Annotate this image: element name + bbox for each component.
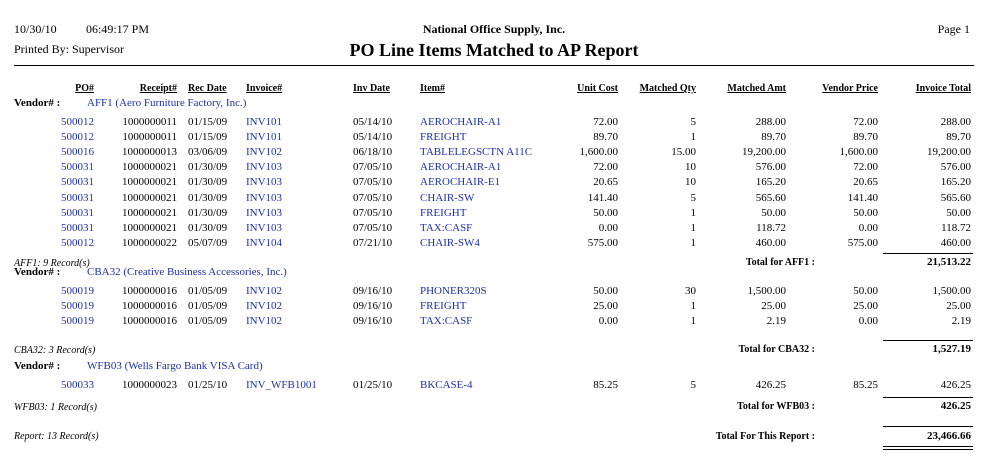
cell-receipt-number: 1000000011 bbox=[122, 131, 177, 144]
cell-item-number[interactable]: AEROCHAIR-A1 bbox=[420, 116, 502, 128]
cell-matched-qty: 1 bbox=[690, 131, 696, 144]
cell-invoice-number[interactable]: INV103 bbox=[246, 191, 283, 204]
cell-matched-amt: 165.20 bbox=[755, 176, 786, 189]
cell-matched-qty: 5 bbox=[690, 379, 696, 391]
cell-vendor-price: 72.00 bbox=[853, 161, 878, 174]
group-total-value: 1,527.19 bbox=[932, 343, 971, 355]
cell-invoice-number[interactable]: INV102 bbox=[246, 315, 283, 328]
cell-invoice-total: 25.00 bbox=[946, 300, 971, 313]
cell-matched-qty: 5 bbox=[690, 191, 696, 204]
cell-rec-date: 01/30/09 bbox=[188, 176, 228, 189]
cell-inv-date: 06/18/10 bbox=[353, 146, 393, 159]
cell-rec-date: 01/15/09 bbox=[188, 116, 228, 128]
cell-unit-cost: 89.70 bbox=[593, 131, 618, 144]
group-record-count: WFB03: 1 Record(s) bbox=[14, 402, 97, 413]
cell-matched-amt: 89.70 bbox=[761, 131, 786, 144]
cell-unit-cost: 50.00 bbox=[593, 206, 618, 219]
cell-rec-date: 05/07/09 bbox=[188, 236, 228, 249]
col-header-matched-amt: Matched Amt bbox=[727, 83, 786, 94]
cell-item-number[interactable]: TAX:CASF bbox=[420, 221, 473, 234]
company-name: National Office Supply, Inc. bbox=[422, 22, 566, 36]
vendor-name[interactable]: AFF1 (Aero Furniture Factory, Inc.) bbox=[87, 97, 247, 109]
cell-invoice-number[interactable]: INV102 bbox=[246, 300, 283, 313]
group-record-count: AFF1: 9 Record(s) bbox=[14, 258, 90, 269]
cell-item-number[interactable]: BKCASE-4 bbox=[420, 379, 473, 391]
cell-item-number[interactable]: TAX:CASF bbox=[420, 315, 473, 328]
cell-rec-date: 01/30/09 bbox=[188, 191, 228, 204]
cell-item-number[interactable]: FREIGHT bbox=[420, 206, 467, 219]
vendor-label: Vendor# : bbox=[14, 360, 61, 372]
cell-invoice-total: 2.19 bbox=[951, 315, 971, 328]
cell-item-number[interactable]: FREIGHT bbox=[420, 300, 467, 313]
cell-invoice-number[interactable]: INV103 bbox=[246, 161, 283, 174]
cell-po-number[interactable]: 500031 bbox=[61, 161, 94, 174]
col-header-po-number: PO# bbox=[75, 83, 94, 94]
cell-rec-date: 01/05/09 bbox=[188, 300, 228, 313]
header-divider bbox=[14, 65, 974, 66]
cell-vendor-price: 72.00 bbox=[853, 116, 878, 128]
cell-po-number[interactable]: 500031 bbox=[61, 221, 94, 234]
cell-matched-amt: 2.19 bbox=[766, 315, 786, 328]
printed-by: Printed By: Supervisor bbox=[14, 42, 124, 56]
cell-receipt-number: 1000000016 bbox=[122, 285, 177, 297]
cell-vendor-price: 0.00 bbox=[858, 221, 878, 234]
cell-rec-date: 01/30/09 bbox=[188, 206, 228, 219]
cell-matched-qty: 1 bbox=[690, 236, 696, 249]
cell-item-number[interactable]: CHAIR-SW4 bbox=[420, 236, 480, 249]
grand-total-rule bbox=[883, 426, 973, 427]
cell-item-number[interactable]: PHONER320S bbox=[420, 285, 487, 297]
cell-po-number[interactable]: 500031 bbox=[61, 176, 94, 189]
cell-invoice-total: 288.00 bbox=[940, 116, 971, 128]
cell-invoice-total: 89.70 bbox=[946, 131, 971, 144]
cell-item-number[interactable]: TABLELEGSCTN A11C bbox=[420, 146, 533, 159]
cell-po-number[interactable]: 500012 bbox=[61, 236, 94, 249]
col-header-matched-qty: Matched Qty bbox=[639, 83, 696, 94]
cell-vendor-price: 89.70 bbox=[853, 131, 878, 144]
cell-unit-cost: 1,600.00 bbox=[579, 146, 618, 159]
cell-receipt-number: 1000000021 bbox=[122, 221, 177, 234]
cell-rec-date: 01/30/09 bbox=[188, 221, 228, 234]
cell-unit-cost: 0.00 bbox=[598, 221, 618, 234]
cell-item-number[interactable]: AEROCHAIR-A1 bbox=[420, 161, 502, 174]
cell-matched-amt: 460.00 bbox=[755, 236, 786, 249]
cell-invoice-number[interactable]: INV103 bbox=[246, 206, 283, 219]
cell-inv-date: 07/21/10 bbox=[353, 236, 393, 249]
cell-unit-cost: 20.65 bbox=[593, 176, 618, 189]
col-header-inv-date: Inv Date bbox=[353, 83, 390, 94]
cell-vendor-price: 1,600.00 bbox=[839, 146, 878, 159]
cell-matched-qty: 15.00 bbox=[671, 146, 696, 159]
cell-invoice-total: 118.72 bbox=[941, 221, 971, 234]
cell-inv-date: 09/16/10 bbox=[353, 315, 393, 328]
cell-vendor-price: 0.00 bbox=[858, 315, 878, 328]
cell-receipt-number: 1000000021 bbox=[122, 161, 177, 174]
cell-invoice-number[interactable]: INV101 bbox=[246, 116, 283, 128]
report-total-value: 23,466.66 bbox=[927, 430, 971, 442]
group-total-label: Total for CBA32 : bbox=[738, 344, 815, 355]
cell-inv-date: 01/25/10 bbox=[353, 379, 393, 391]
cell-matched-amt: 576.00 bbox=[755, 161, 786, 174]
col-header-receipt-number: Receipt# bbox=[139, 83, 177, 94]
cell-receipt-number: 1000000022 bbox=[122, 236, 177, 249]
cell-po-number[interactable]: 500031 bbox=[61, 206, 94, 219]
cell-unit-cost: 141.40 bbox=[587, 191, 618, 204]
cell-matched-qty: 1 bbox=[690, 221, 696, 234]
group-total-label: Total for WFB03 : bbox=[737, 401, 815, 412]
cell-invoice-total: 565.60 bbox=[940, 191, 971, 204]
cell-matched-amt: 19,200.00 bbox=[742, 146, 786, 159]
report-record-count: Report: 13 Record(s) bbox=[14, 431, 99, 442]
cell-invoice-number[interactable]: INV103 bbox=[246, 221, 283, 234]
cell-invoice-number[interactable]: INV104 bbox=[246, 236, 283, 249]
cell-po-number[interactable]: 500019 bbox=[61, 315, 94, 328]
cell-matched-amt: 288.00 bbox=[755, 116, 786, 128]
cell-invoice-number[interactable]: INV101 bbox=[246, 131, 283, 144]
col-header-invoice-total: Invoice Total bbox=[915, 83, 971, 94]
cell-rec-date: 01/05/09 bbox=[188, 315, 228, 328]
cell-inv-date: 09/16/10 bbox=[353, 285, 393, 297]
cell-matched-amt: 50.00 bbox=[761, 206, 786, 219]
cell-receipt-number: 1000000013 bbox=[122, 146, 177, 159]
cell-invoice-total: 426.25 bbox=[940, 379, 971, 391]
cell-unit-cost: 0.00 bbox=[598, 315, 618, 328]
cell-inv-date: 05/14/10 bbox=[353, 116, 393, 128]
cell-inv-date: 07/05/10 bbox=[353, 161, 393, 174]
grand-total-double-rule bbox=[883, 446, 973, 447]
cell-matched-qty: 1 bbox=[690, 206, 696, 219]
cell-matched-qty: 5 bbox=[690, 116, 696, 128]
group-total-value: 21,513.22 bbox=[927, 256, 971, 268]
cell-invoice-total: 1,500.00 bbox=[932, 285, 971, 297]
subtotal-rule bbox=[883, 397, 973, 398]
cell-receipt-number: 1000000011 bbox=[122, 116, 177, 128]
cell-inv-date: 09/16/10 bbox=[353, 300, 393, 313]
cell-inv-date: 05/14/10 bbox=[353, 131, 393, 144]
vendor-label: Vendor# : bbox=[14, 266, 61, 278]
cell-invoice-number[interactable]: INV102 bbox=[246, 285, 283, 297]
cell-matched-qty: 10 bbox=[685, 161, 696, 174]
cell-vendor-price: 50.00 bbox=[853, 206, 878, 219]
vendor-name[interactable]: WFB03 (Wells Fargo Bank VISA Card) bbox=[87, 360, 263, 372]
cell-receipt-number: 1000000021 bbox=[122, 206, 177, 219]
cell-matched-amt: 118.72 bbox=[756, 221, 786, 234]
cell-inv-date: 07/05/10 bbox=[353, 191, 393, 204]
cell-rec-date: 01/25/10 bbox=[188, 379, 228, 391]
cell-matched-amt: 426.25 bbox=[755, 379, 786, 391]
report-date: 10/30/10 bbox=[14, 22, 57, 36]
vendor-label: Vendor# : bbox=[14, 97, 61, 109]
cell-invoice-total: 576.00 bbox=[940, 161, 971, 174]
cell-po-number[interactable]: 500019 bbox=[61, 285, 94, 297]
cell-item-number[interactable]: FREIGHT bbox=[420, 131, 467, 144]
group-record-count: CBA32: 3 Record(s) bbox=[14, 345, 96, 356]
cell-unit-cost: 25.00 bbox=[593, 300, 618, 313]
cell-unit-cost: 72.00 bbox=[593, 116, 618, 128]
cell-matched-amt: 1,500.00 bbox=[747, 285, 786, 297]
cell-po-number[interactable]: 500016 bbox=[61, 146, 94, 159]
subtotal-rule bbox=[883, 340, 973, 341]
subtotal-rule bbox=[883, 253, 973, 254]
cell-vendor-price: 85.25 bbox=[853, 379, 878, 391]
report-title: PO Line Items Matched to AP Report bbox=[349, 40, 639, 60]
report-total-label: Total For This Report : bbox=[715, 431, 815, 442]
cell-unit-cost: 85.25 bbox=[593, 379, 618, 391]
col-header-invoice-number: Invoice# bbox=[246, 83, 283, 94]
cell-invoice-number[interactable]: INV_WFB1001 bbox=[246, 379, 317, 391]
cell-invoice-total: 19,200.00 bbox=[927, 146, 971, 159]
cell-inv-date: 07/05/10 bbox=[353, 221, 393, 234]
cell-matched-qty: 1 bbox=[690, 315, 696, 328]
vendor-name[interactable]: CBA32 (Creative Business Accessories, Inc.) bbox=[87, 266, 287, 278]
cell-item-number[interactable]: AEROCHAIR-E1 bbox=[420, 176, 501, 189]
col-header-rec-date: Rec Date bbox=[188, 83, 227, 94]
col-header-unit-cost: Unit Cost bbox=[577, 83, 618, 94]
cell-receipt-number: 1000000021 bbox=[122, 191, 177, 204]
cell-po-number[interactable]: 500012 bbox=[61, 131, 94, 144]
cell-rec-date: 01/15/09 bbox=[188, 131, 228, 144]
cell-receipt-number: 1000000016 bbox=[122, 300, 177, 313]
cell-inv-date: 07/05/10 bbox=[353, 176, 393, 189]
page-number: Page 1 bbox=[937, 22, 970, 36]
cell-po-number[interactable]: 500012 bbox=[61, 116, 94, 128]
cell-inv-date: 07/05/10 bbox=[353, 206, 393, 219]
cell-po-number[interactable]: 500019 bbox=[61, 300, 94, 313]
cell-matched-amt: 565.60 bbox=[755, 191, 786, 204]
cell-receipt-number: 1000000021 bbox=[122, 176, 177, 189]
cell-rec-date: 03/06/09 bbox=[188, 146, 228, 159]
cell-item-number[interactable]: CHAIR-SW bbox=[420, 191, 475, 204]
cell-po-number[interactable]: 500033 bbox=[61, 379, 94, 391]
cell-receipt-number: 1000000023 bbox=[122, 379, 177, 391]
cell-vendor-price: 50.00 bbox=[853, 285, 878, 297]
cell-invoice-total: 50.00 bbox=[946, 206, 971, 219]
cell-invoice-total: 460.00 bbox=[940, 236, 971, 249]
group-total-label: Total for AFF1 : bbox=[745, 257, 815, 268]
cell-vendor-price: 141.40 bbox=[847, 191, 878, 204]
cell-rec-date: 01/30/09 bbox=[188, 161, 228, 174]
col-header-vendor-price: Vendor Price bbox=[822, 83, 878, 94]
cell-unit-cost: 50.00 bbox=[593, 285, 618, 297]
report-time: 06:49:17 PM bbox=[86, 22, 150, 36]
cell-receipt-number: 1000000016 bbox=[122, 315, 177, 328]
cell-vendor-price: 25.00 bbox=[853, 300, 878, 313]
cell-po-number[interactable]: 500031 bbox=[61, 191, 94, 204]
cell-invoice-total: 165.20 bbox=[940, 176, 971, 189]
grand-total-double-rule bbox=[883, 449, 973, 450]
cell-invoice-number[interactable]: INV102 bbox=[246, 146, 283, 159]
col-header-item-number: Item# bbox=[420, 83, 445, 94]
cell-matched-amt: 25.00 bbox=[761, 300, 786, 313]
cell-invoice-number[interactable]: INV103 bbox=[246, 176, 283, 189]
cell-vendor-price: 575.00 bbox=[847, 236, 878, 249]
cell-vendor-price: 20.65 bbox=[853, 176, 878, 189]
group-total-value: 426.25 bbox=[940, 400, 971, 412]
cell-matched-qty: 10 bbox=[685, 176, 696, 189]
cell-matched-qty: 30 bbox=[685, 285, 696, 297]
cell-rec-date: 01/05/09 bbox=[188, 285, 228, 297]
cell-unit-cost: 575.00 bbox=[587, 236, 618, 249]
cell-unit-cost: 72.00 bbox=[593, 161, 618, 174]
cell-matched-qty: 1 bbox=[690, 300, 696, 313]
